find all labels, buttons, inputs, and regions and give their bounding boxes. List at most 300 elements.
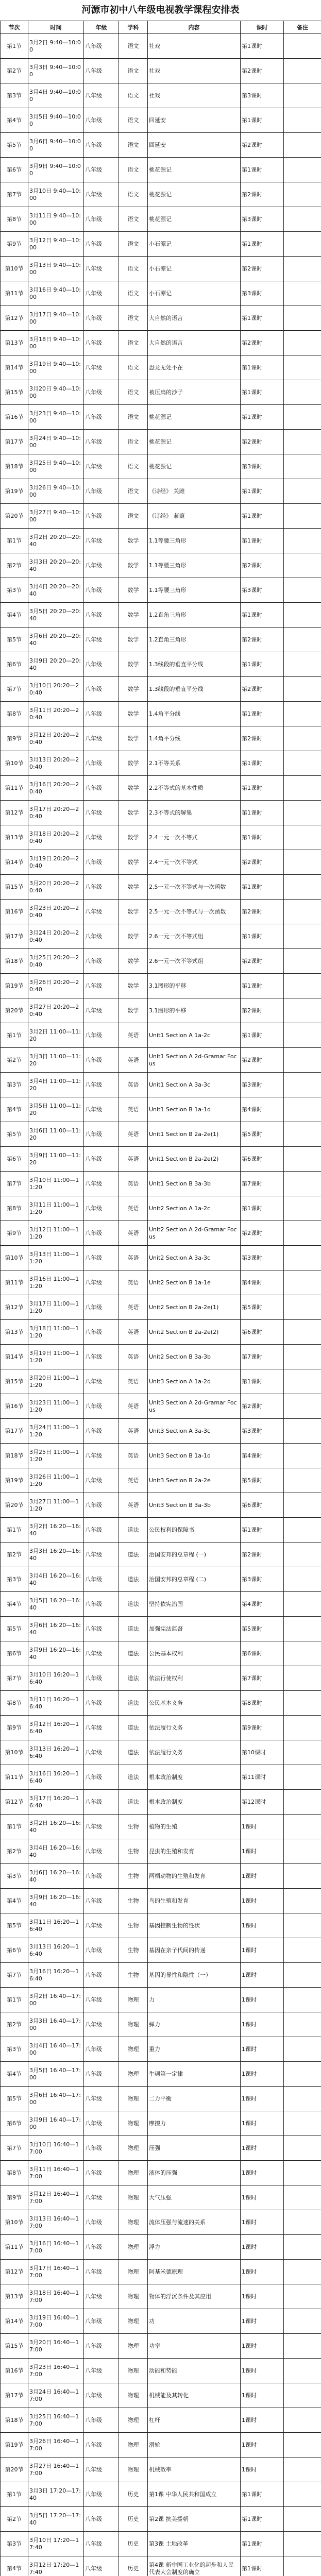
table-row	[1, 949, 321, 974]
cell-content: 桃花源记	[148, 430, 241, 454]
cell-note	[284, 1691, 321, 1716]
cell-note	[284, 1493, 321, 1518]
cell-note	[284, 2161, 321, 2185]
cell-note	[284, 726, 321, 751]
cell-period: 第1课时	[241, 2482, 284, 2507]
cell-subject: 物理	[119, 2136, 148, 2161]
cell-subject: 语文	[119, 331, 148, 355]
cell-grade: 八年级	[84, 1988, 119, 2012]
cell-subject: 数学	[119, 900, 148, 924]
cell-note	[284, 776, 321, 801]
cell-subject: 数学	[119, 652, 148, 677]
cell-time: 3月12日 17:20—17:40	[28, 2556, 84, 2576]
cell-note	[284, 182, 321, 207]
cell-section: 第1节	[1, 1988, 28, 2012]
cell-note	[284, 1196, 321, 1221]
cell-content: 1.1等腰三角形	[148, 553, 241, 578]
cell-subject: 道法	[119, 1592, 148, 1617]
cell-grade: 八年级	[84, 331, 119, 355]
cell-period: 第2课时	[241, 553, 284, 578]
cell-grade: 八年级	[84, 2408, 119, 2433]
cell-period: 第1课时	[241, 652, 284, 677]
cell-grade: 八年级	[84, 1073, 119, 1097]
cell-period: 1课时	[241, 1864, 284, 1889]
cell-subject: 数学	[119, 949, 148, 974]
cell-content: 大气压强	[148, 2185, 241, 2210]
table-row	[1, 1641, 321, 1666]
cell-content: 回延安	[148, 108, 241, 133]
cell-content: 桃花源记	[148, 405, 241, 430]
cell-section: 第16节	[1, 2359, 28, 2383]
table-row	[1, 182, 321, 207]
cell-period: 第5课时	[241, 1295, 284, 1320]
cell-note	[284, 34, 321, 59]
cell-time: 3月3日 16:40—17:00	[28, 2012, 84, 2037]
cell-content: Unit1 Section A 2d-Gramar Focus	[148, 1048, 241, 1073]
cell-subject: 语文	[119, 257, 148, 281]
cell-grade: 八年级	[84, 207, 119, 232]
cell-grade: 八年级	[84, 2309, 119, 2334]
cell-time: 3月25日 16:40—17:00	[28, 2408, 84, 2433]
cell-period: 第2课时	[241, 726, 284, 751]
cell-section: 第3节	[1, 1073, 28, 1097]
cell-section: 第9节	[1, 2185, 28, 2210]
cell-content: Unit2 Section B 2a-2e(2)	[148, 1320, 241, 1345]
table-row	[1, 2235, 321, 2260]
cell-subject: 数学	[119, 553, 148, 578]
cell-section: 第15节	[1, 2334, 28, 2359]
cell-time: 3月12日 11:00—11:20	[28, 1221, 84, 1246]
cell-section: 第13节	[1, 2284, 28, 2309]
cell-subject: 物理	[119, 1988, 148, 2012]
cell-content: Unit3 Section B 1a-1d	[148, 1444, 241, 1468]
cell-grade: 八年级	[84, 1493, 119, 1518]
header-grade: 年级	[84, 21, 119, 34]
cell-content: 1.1等腰三角形	[148, 578, 241, 603]
cell-grade: 八年级	[84, 1246, 119, 1270]
cell-grade: 八年级	[84, 83, 119, 108]
cell-period: 第1课时	[241, 1196, 284, 1221]
cell-section: 第6节	[1, 1147, 28, 1172]
cell-time: 3月4日 20:20—20:40	[28, 578, 84, 603]
table-row	[1, 1963, 321, 1988]
table-row	[1, 1567, 321, 1592]
cell-period: 第3课时	[241, 207, 284, 232]
cell-section: 第1节	[1, 1023, 28, 1048]
cell-grade: 八年级	[84, 776, 119, 801]
cell-period: 第2课时	[241, 1048, 284, 1073]
cell-section: 第6节	[1, 1641, 28, 1666]
table-row	[1, 34, 321, 59]
table-row	[1, 281, 321, 306]
table-row	[1, 2482, 321, 2507]
cell-period: 1课时	[241, 1988, 284, 2012]
table-row	[1, 875, 321, 900]
table-row	[1, 1097, 321, 1122]
cell-note	[284, 133, 321, 158]
cell-section: 第1节	[1, 34, 28, 59]
cell-grade: 八年级	[84, 2284, 119, 2309]
cell-time: 3月5日 20:20—20:40	[28, 603, 84, 628]
table-row	[1, 1419, 321, 1444]
cell-grade: 八年级	[84, 1345, 119, 1369]
cell-period: 第1课时	[241, 603, 284, 628]
cell-section: 第10节	[1, 257, 28, 281]
cell-content: 机械效率	[148, 2458, 241, 2482]
table-row	[1, 1988, 321, 2012]
cell-period: 1课时	[241, 2235, 284, 2260]
cell-section: 第2节	[1, 59, 28, 83]
table-row	[1, 1345, 321, 1369]
cell-section: 第15节	[1, 875, 28, 900]
cell-section: 第18节	[1, 1444, 28, 1468]
cell-content: 第2课 抗美援朝	[148, 2507, 241, 2532]
cell-subject: 英语	[119, 1097, 148, 1122]
cell-subject: 英语	[119, 1345, 148, 1369]
cell-period: 第1课时	[241, 34, 284, 59]
cell-period: 第5课时	[241, 1468, 284, 1493]
cell-time: 3月2日 16:40—17:00	[28, 1988, 84, 2012]
cell-period: 第3课时	[241, 1073, 284, 1097]
table-row	[1, 2284, 321, 2309]
cell-period: 1课时	[241, 2161, 284, 2185]
cell-section: 第20节	[1, 1493, 28, 1518]
cell-subject: 物理	[119, 2458, 148, 2482]
cell-section: 第17节	[1, 2383, 28, 2408]
cell-content: Unit3 Section B 2a-2e	[148, 1468, 241, 1493]
cell-content: 1.2直角三角形	[148, 603, 241, 628]
cell-grade: 八年级	[84, 1666, 119, 1691]
cell-content: 3.1图形的平移	[148, 974, 241, 998]
cell-time: 3月23日 20:20—20:40	[28, 900, 84, 924]
cell-grade: 八年级	[84, 900, 119, 924]
cell-subject: 生物	[119, 1913, 148, 1938]
cell-subject: 英语	[119, 1246, 148, 1270]
cell-period: 第1课时	[241, 924, 284, 949]
cell-content: Unit1 Section A 1a-2c	[148, 1023, 241, 1048]
table-row	[1, 1913, 321, 1938]
table-row	[1, 2532, 321, 2556]
cell-section: 第20节	[1, 2458, 28, 2482]
cell-subject: 物理	[119, 2087, 148, 2111]
cell-time: 3月18日 11:00—11:20	[28, 1320, 84, 1345]
cell-subject: 道法	[119, 1790, 148, 1815]
cell-content: 2.6一元一次不等式组	[148, 949, 241, 974]
table-row	[1, 529, 321, 553]
cell-time: 3月27日 16:40—17:00	[28, 2458, 84, 2482]
cell-grade: 八年级	[84, 355, 119, 380]
cell-period: 第2课时	[241, 430, 284, 454]
cell-subject: 物理	[119, 2235, 148, 2260]
cell-section: 第13节	[1, 825, 28, 850]
cell-note	[284, 405, 321, 430]
table-row	[1, 331, 321, 355]
table-row	[1, 1073, 321, 1097]
table-row	[1, 1369, 321, 1394]
cell-period: 第3课时	[241, 578, 284, 603]
cell-section: 第18节	[1, 949, 28, 974]
cell-section: 第14节	[1, 1345, 28, 1369]
cell-subject: 物理	[119, 2383, 148, 2408]
cell-section: 第8节	[1, 1196, 28, 1221]
cell-time: 3月12日 16:40—17:00	[28, 2185, 84, 2210]
cell-time: 3月19日 16:40—17:00	[28, 2309, 84, 2334]
cell-subject: 语文	[119, 59, 148, 83]
cell-content: 小石潭记	[148, 281, 241, 306]
cell-note	[284, 628, 321, 652]
table-row	[1, 232, 321, 257]
cell-note	[284, 257, 321, 281]
cell-time: 3月10日 16:20—16:40	[28, 1666, 84, 1691]
cell-grade: 八年级	[84, 2383, 119, 2408]
cell-period: 第3课时	[241, 1246, 284, 1270]
cell-content: 桃花源记	[148, 207, 241, 232]
cell-content: 根本政治制度	[148, 1790, 241, 1815]
cell-note	[284, 1790, 321, 1815]
cell-grade: 八年级	[84, 2111, 119, 2136]
cell-period: 第1课时	[241, 2532, 284, 2556]
cell-period: 1课时	[241, 1913, 284, 1938]
cell-grade: 八年级	[84, 1295, 119, 1320]
cell-period: 第12课时	[241, 1790, 284, 1815]
cell-period: 第1课时	[241, 2507, 284, 2532]
cell-note	[284, 2087, 321, 2111]
table-row	[1, 2062, 321, 2087]
table-row	[1, 776, 321, 801]
cell-period: 第1课时	[241, 405, 284, 430]
cell-content: Unit1 Section B 2a-2e(2)	[148, 1147, 241, 1172]
table-row	[1, 83, 321, 108]
cell-subject: 道法	[119, 1567, 148, 1592]
cell-section: 第10节	[1, 751, 28, 776]
cell-period: 1课时	[241, 1963, 284, 1988]
cell-section: 第8节	[1, 702, 28, 726]
cell-content: 根本政治制度	[148, 1765, 241, 1790]
table-row	[1, 108, 321, 133]
header-section: 节次	[1, 21, 28, 34]
table-row	[1, 2458, 321, 2482]
cell-section: 第2节	[1, 1543, 28, 1567]
cell-section: 第5节	[1, 1122, 28, 1147]
cell-period: 第6课时	[241, 1320, 284, 1345]
cell-grade: 八年级	[84, 2532, 119, 2556]
cell-period: 第3课时	[241, 1567, 284, 1592]
cell-section: 第12节	[1, 2260, 28, 2284]
cell-grade: 八年级	[84, 2359, 119, 2383]
cell-section: 第1节	[1, 1518, 28, 1543]
cell-time: 3月6日 16:40—17:00	[28, 2087, 84, 2111]
cell-grade: 八年级	[84, 1691, 119, 1716]
cell-section: 第5节	[1, 133, 28, 158]
cell-time: 3月17日 9:40—10:00	[28, 306, 84, 331]
cell-period: 1课时	[241, 2334, 284, 2359]
cell-note	[284, 1023, 321, 1048]
cell-grade: 八年级	[84, 257, 119, 281]
cell-content: 治国安邦的总章程 (二)	[148, 1567, 241, 1592]
cell-grade: 八年级	[84, 430, 119, 454]
cell-time: 3月27日 20:20—20:40	[28, 998, 84, 1023]
cell-note	[284, 652, 321, 677]
cell-note	[284, 108, 321, 133]
cell-subject: 道法	[119, 1543, 148, 1567]
cell-time: 3月12日 16:20—16:40	[28, 1716, 84, 1740]
cell-time: 3月19日 20:20—20:40	[28, 850, 84, 875]
table-row	[1, 1221, 321, 1246]
cell-section: 第7节	[1, 677, 28, 702]
cell-note	[284, 2284, 321, 2309]
cell-period: 第5课时	[241, 1122, 284, 1147]
cell-grade: 八年级	[84, 1716, 119, 1740]
cell-content: 2.6一元一次不等式组	[148, 924, 241, 949]
cell-note	[284, 1963, 321, 1988]
cell-section: 第19节	[1, 974, 28, 998]
cell-grade: 八年级	[84, 1592, 119, 1617]
cell-note	[284, 998, 321, 1023]
cell-grade: 八年级	[84, 2235, 119, 2260]
cell-content: Unit2 Section A 3a-3c	[148, 1246, 241, 1270]
cell-time: 3月9日 9:40—10:00	[28, 158, 84, 182]
cell-note	[284, 2260, 321, 2284]
cell-section: 第3节	[1, 578, 28, 603]
cell-section: 第16节	[1, 405, 28, 430]
cell-note	[284, 1518, 321, 1543]
cell-period: 1课时	[241, 1938, 284, 1963]
cell-content: 摩擦力	[148, 2111, 241, 2136]
table-row	[1, 479, 321, 504]
cell-section: 第7节	[1, 182, 28, 207]
cell-period: 第2课时	[241, 182, 284, 207]
header-period: 课时	[241, 21, 284, 34]
table-row	[1, 207, 321, 232]
cell-subject: 数学	[119, 529, 148, 553]
cell-grade: 八年级	[84, 2334, 119, 2359]
cell-period: 第1课时	[241, 355, 284, 380]
cell-subject: 物理	[119, 2408, 148, 2433]
cell-subject: 道法	[119, 1765, 148, 1790]
cell-subject: 数学	[119, 924, 148, 949]
table-row	[1, 504, 321, 529]
table-row	[1, 1666, 321, 1691]
cell-section: 第19节	[1, 479, 28, 504]
cell-time: 3月27日 11:00—11:20	[28, 1493, 84, 1518]
table-row	[1, 702, 321, 726]
cell-period: 第7课时	[241, 1345, 284, 1369]
cell-period: 1课时	[241, 2408, 284, 2433]
table-row	[1, 1765, 321, 1790]
cell-section: 第3节	[1, 1864, 28, 1889]
schedule-table	[0, 21, 321, 2576]
cell-note	[284, 1394, 321, 1419]
cell-content: Unit1 Section A 3a-3c	[148, 1073, 241, 1097]
table-row	[1, 2087, 321, 2111]
cell-section: 第20节	[1, 998, 28, 1023]
cell-content: Unit2 Section B 1a-1e	[148, 1270, 241, 1295]
cell-subject: 数学	[119, 726, 148, 751]
cell-content: 物体的浮沉条件及其应用	[148, 2284, 241, 2309]
cell-note	[284, 355, 321, 380]
cell-time: 3月4日 16:20—16:40	[28, 1839, 84, 1864]
table-row	[1, 1518, 321, 1543]
cell-time: 3月13日 16:40—17:00	[28, 2210, 84, 2235]
cell-subject: 语文	[119, 355, 148, 380]
cell-content: 小石潭记	[148, 232, 241, 257]
cell-content: Unit3 Section A 1a-2d	[148, 1369, 241, 1394]
cell-period: 第1课时	[241, 380, 284, 405]
cell-grade: 八年级	[84, 974, 119, 998]
cell-content: 2.2不等式的基本性质	[148, 776, 241, 801]
cell-subject: 物理	[119, 2012, 148, 2037]
table-row	[1, 306, 321, 331]
cell-section: 第4节	[1, 1889, 28, 1913]
cell-period: 第1课时	[241, 479, 284, 504]
cell-note	[284, 306, 321, 331]
cell-period: 1课时	[241, 2433, 284, 2458]
cell-content: 第1课 中华人民共和国成立	[148, 2482, 241, 2507]
cell-content: 2.4一元一次不等式	[148, 825, 241, 850]
cell-time: 3月11日 11:00—11:20	[28, 1196, 84, 1221]
cell-section: 第2节	[1, 2012, 28, 2037]
cell-subject: 生物	[119, 1864, 148, 1889]
cell-content: Unit2 Section A 1a-2c	[148, 1196, 241, 1221]
cell-subject: 道法	[119, 1666, 148, 1691]
cell-subject: 物理	[119, 2062, 148, 2087]
cell-section: 第18节	[1, 2408, 28, 2433]
cell-time: 3月26日 16:40—17:00	[28, 2433, 84, 2458]
cell-grade: 八年级	[84, 454, 119, 479]
cell-grade: 八年级	[84, 1815, 119, 1839]
cell-section: 第8节	[1, 2161, 28, 2185]
cell-subject: 数学	[119, 998, 148, 1023]
cell-grade: 八年级	[84, 1444, 119, 1468]
cell-grade: 八年级	[84, 2210, 119, 2235]
cell-subject: 数学	[119, 850, 148, 875]
cell-note	[284, 1147, 321, 1172]
cell-note	[284, 1246, 321, 1270]
table-row	[1, 355, 321, 380]
cell-period: 1课时	[241, 2260, 284, 2284]
cell-time: 3月2日 9:40—10:00	[28, 34, 84, 59]
cell-section: 第17节	[1, 430, 28, 454]
cell-content: 压强	[148, 2136, 241, 2161]
cell-period: 第2课时	[241, 900, 284, 924]
cell-section: 第11节	[1, 1270, 28, 1295]
cell-time: 3月4日 16:20—16:40	[28, 1567, 84, 1592]
cell-content: 2.3不等式的解集	[148, 801, 241, 825]
cell-content: 桃花源记	[148, 454, 241, 479]
cell-period: 1课时	[241, 2359, 284, 2383]
cell-note	[284, 702, 321, 726]
cell-grade: 八年级	[84, 306, 119, 331]
cell-period: 第1课时	[241, 2556, 284, 2576]
cell-subject: 生物	[119, 1963, 148, 1988]
cell-section: 第4节	[1, 2556, 28, 2576]
cell-time: 3月11日 9:40—10:00	[28, 207, 84, 232]
cell-subject: 英语	[119, 1048, 148, 1073]
cell-section: 第10节	[1, 1740, 28, 1765]
cell-period: 第6课时	[241, 1493, 284, 1518]
cell-time: 3月17日 16:20—16:40	[28, 1790, 84, 1815]
table-row	[1, 2359, 321, 2383]
table-row	[1, 2383, 321, 2408]
cell-grade: 八年级	[84, 2458, 119, 2482]
table-row	[1, 2185, 321, 2210]
cell-note	[284, 2235, 321, 2260]
cell-grade: 八年级	[84, 949, 119, 974]
cell-note	[284, 801, 321, 825]
cell-section: 第2节	[1, 553, 28, 578]
cell-time: 3月27日 9:40—10:00	[28, 504, 84, 529]
cell-section: 第3节	[1, 2532, 28, 2556]
